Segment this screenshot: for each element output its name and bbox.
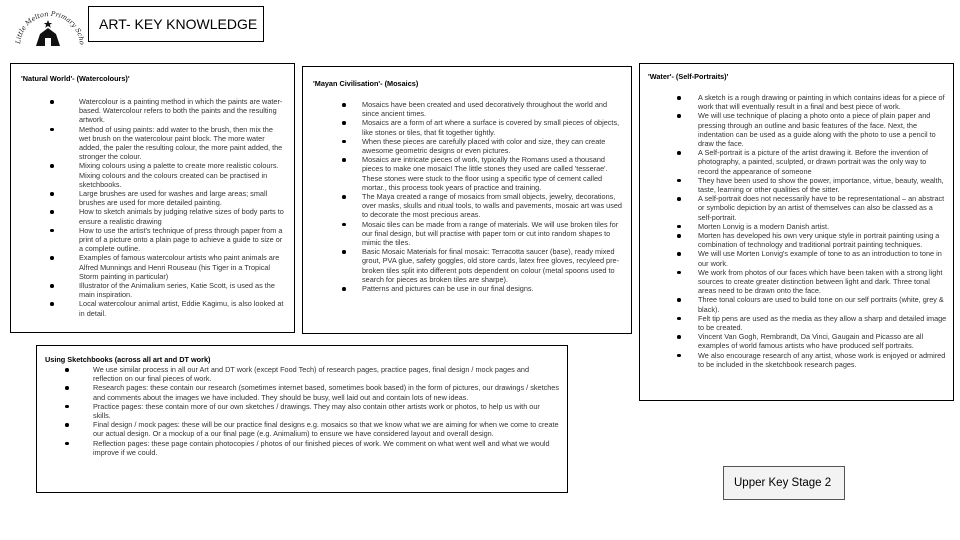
list-item: Three tonal colours are used to build tone on our self portraits (white, grey & black).: [648, 295, 947, 313]
list-item: Mosaics are intricate pieces of work, typically the Romans used a thousand pieces to make one mosaic! The little stones they used are called 'tesserae'. These stones were stuck to the floor using a specific type of cement called mortar., this process took years of practice and training.: [313, 155, 623, 192]
list-item: Illustrator of the Animalium series, Katie Scott, is used as the main inspiration.: [21, 281, 286, 299]
list-item: We use similar process in all our Art and DT work (except Food Tech) of research pages, practice pages, final design / mock pages and reflection on our final pieces of work.: [45, 365, 559, 383]
list-item: How to sketch animals by judging relative sizes of body parts to ensure a realistic drawing: [21, 207, 286, 225]
list-item: A self-portrait does not necessarily have to be representational – an abstract or symbolic depiction by an artist of themselves can also be classed as a self-portrait.: [648, 194, 947, 222]
list-item: We will use technique of placing a photo onto a piece of plain paper and pressing through an outline and basic features of the face. Next, the indentation can be used as a guide along with the photo to use a pencil to draw the face.: [648, 111, 947, 148]
list-item: Final design / mock pages: these will be our practice final designs e.g. mosaics so that we know what we are aiming for when we come to create our actual design. Or a mockup of a our final page (e.g. Animalium) to ensure we have considered layout and overall design.: [45, 420, 559, 438]
mayan-civilisation-heading: 'Mayan Civilisation'- (Mosaics): [313, 79, 419, 88]
water-self-portraits-list: [648, 93, 947, 369]
list-item: We work from photos of our faces which have been taken with a strong light sources to create greater distinction between light and dark. Three tonal areas need to be drawn onto the face.: [648, 268, 947, 296]
list-item: Large brushes are used for washes and large areas; small brushes are used for more detailed painting.: [21, 189, 286, 207]
page-title: ART- KEY KNOWLEDGE: [88, 6, 264, 42]
list-item: Method of using paints: add water to the brush, then mix the wet brush on the watercolour paint block. The more water added, the paler the resulting colour, the more paint added, the stronger the colour.: [21, 125, 286, 162]
list-item: We also encourage research of any artist, whose work is enjoyed or admired to be included in the sketchbook research pages.: [648, 351, 947, 369]
using-sketchbooks-panel: [36, 345, 568, 493]
list-item: The Maya created a range of mosaics from small objects, jewelry, decorations, over masks, skulls and ritual tools, to walls and pavements, mosaic art was used to decorate the most precious areas.: [313, 192, 623, 220]
list-item: Patterns and pictures can be use in our final designs.: [313, 284, 623, 293]
list-item: Mosaics are a form of art where a surface is covered by small pieces of objects, like stones or tiles, that fit together tightly.: [313, 118, 623, 136]
list-item: Examples of famous watercolour artists who paint animals are Alfred Munnings and Henri Rouseau (his Tiger in a Tropical Storm painting in particular): [21, 253, 286, 281]
natural-world-panel: [10, 63, 295, 333]
list-item: Mixing colours using a palette to create more realistic colours. Mixing colours and the colours created can be practised in sketchbooks.: [21, 161, 286, 189]
list-item: When these pieces are carefully placed with color and size, they can create awesome geometric designs or even pictures.: [313, 137, 623, 155]
list-item: A Self-portrait is a picture of the artist drawing it. Before the invention of photography, a painted, sculpted, or drawn portrait was the only way to record the appearance of someone: [648, 148, 947, 176]
list-item: Basic Mosaic Materials for final mosaic: Terracotta saucer (base), ready mixed grout, PVA glue, safety goggles, old store cards, latex free gloves, recyleed pre-broken tiles split into different pots dependent on colour (metal spoons used to search for pieces as broken tiles are sharpe).: [313, 247, 623, 284]
list-item: Reflection pages: these page contain photocopies / photos of our finished pieces of work. We comment on what went well and what we would improve if we could.: [45, 439, 559, 457]
list-item: Mosaics have been created and used decoratively throughout the world and since ancient times.: [313, 100, 623, 118]
list-item: We will use Morten Lonvig's example of tone to as an introduction to tone in our work.: [648, 249, 947, 267]
list-item: Research pages: these contain our research (sometimes internet based, sometimes book based) in the form of pictures, our drawings / sketches and comments about the images we have included. They should be busy, well laid out and contain lots of new ideas.: [45, 383, 559, 401]
using-sketchbooks-heading: Using Sketchbooks (across all art and DT work): [45, 355, 211, 364]
list-item: Mosaic tiles can be made from a range of materials. We will use broken tiles for our final design, but will practise with paper torn or cut into random shapes to mimic the tiles.: [313, 220, 623, 248]
natural-world-list: [21, 97, 286, 318]
list-item: Practice pages: these contain more of our own sketches / drawings. They may also contain other artists work or photos, to help us with our skills.: [45, 402, 559, 420]
key-stage-label: Upper Key Stage 2: [723, 466, 845, 500]
list-item: Vincent Van Gogh, Rembrandt, Da Vinci, Gaugain and Picasso are all examples of world famous artists who have produced self portraits.: [648, 332, 947, 350]
list-item: They have been used to show the power, importance, virtue, beauty, wealth, taste, learning or other qualities of the sitter.: [648, 176, 947, 194]
list-item: A sketch is a rough drawing or painting in which contains ideas for a piece of work that will eventually result in a final and best piece of work.: [648, 93, 947, 111]
natural-world-heading: 'Natural World'- (Watercolours)': [21, 74, 130, 83]
list-item: Felt tip pens are used as the media as they allow a sharp and detailed image to be created.: [648, 314, 947, 332]
water-self-portraits-panel: [639, 63, 954, 401]
list-item: Morten Lonvig is a modern Danish artist.: [648, 222, 947, 231]
mayan-civilisation-list: [313, 100, 623, 293]
using-sketchbooks-list: [45, 365, 559, 457]
mayan-civilisation-panel: [302, 66, 632, 334]
school-logo-emblem-icon: [14, 6, 86, 50]
school-logo: [14, 6, 86, 50]
list-item: Local watercolour animal artist, Eddie Kagimu, is also looked at in detail.: [21, 299, 286, 317]
school-logo-lettering: Little Melton Primary Scho: [14, 9, 86, 46]
list-item: Watercolour is a painting method in which the paints are water-based. Watercolour refers to both the paints and the resulting artwork.: [21, 97, 286, 125]
list-item: How to use the artist's technique of press through paper from a print of a picture onto a plain page to achieve a guide to size or a complete outline.: [21, 226, 286, 254]
list-item: Morten has developed his own very unique style in portrait painting using a combination of technology and traditional portrait painting techniques.: [648, 231, 947, 249]
water-self-portraits-heading: 'Water'- (Self-Portraits)': [648, 72, 729, 81]
